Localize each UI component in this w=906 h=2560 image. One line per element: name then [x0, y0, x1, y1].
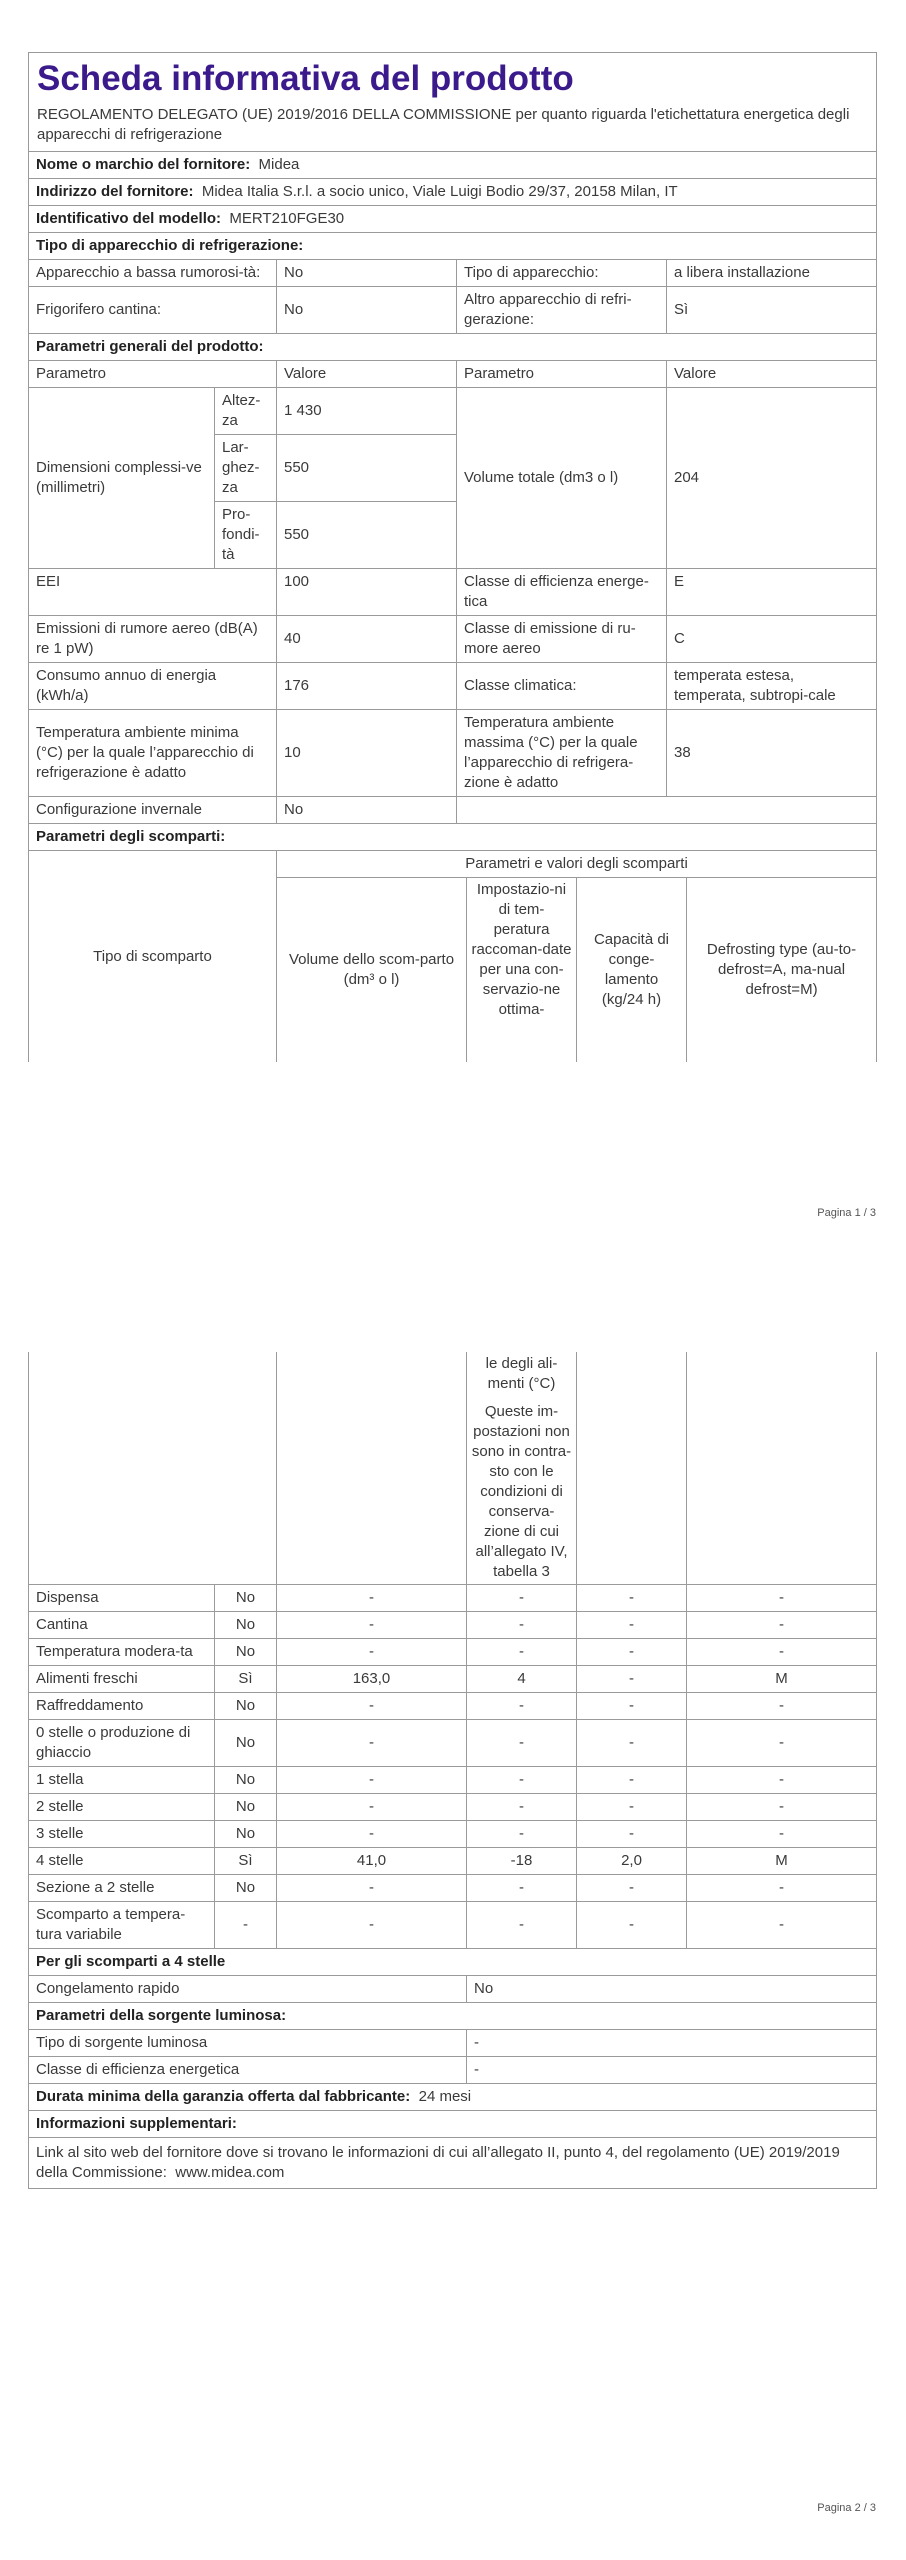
- other-appliance-value: Sì: [667, 287, 877, 334]
- compartment-present: No: [215, 1612, 277, 1639]
- compartment-table: [28, 1352, 877, 2189]
- compartment-name: Temperatura modera-ta: [29, 1639, 215, 1666]
- sheet-table-page-1: [28, 52, 877, 851]
- compartment-row: [29, 1875, 877, 1902]
- consumption-value: 176: [277, 663, 457, 710]
- compartment-header-continued: [29, 1352, 877, 1585]
- supplier-website-link[interactable]: www.midea.com: [175, 2164, 285, 2181]
- compartment-group-row: [29, 851, 877, 878]
- compartment-present: -: [215, 1902, 277, 1949]
- compartment-temperature: -: [467, 1720, 577, 1767]
- compartment-volume-header: Volume dello scom-parto (dm³ o l): [277, 878, 467, 1063]
- compartment-volume: -: [277, 1875, 467, 1902]
- low-noise-label: Apparecchio a bassa rumorosi-tà:: [29, 260, 277, 287]
- compartment-defrost-type: -: [687, 1720, 877, 1767]
- compartment-row: [29, 1767, 877, 1794]
- compartment-defrost-type: M: [687, 1848, 877, 1875]
- warranty-value: 24 mesi: [418, 2088, 472, 2105]
- volume-label: Volume totale (dm3 o l): [457, 388, 667, 569]
- compartment-name: Dispensa: [29, 1585, 215, 1612]
- compartment-temperature: -18: [467, 1848, 577, 1875]
- model-value: MERT210FGE30: [229, 210, 345, 227]
- compartment-defrost-type: -: [687, 1612, 877, 1639]
- appliance-type-section: Tipo di apparecchio di refrigerazione:: [29, 233, 877, 260]
- efficiency-class-label: Classe di efficienza energe-tica: [457, 569, 667, 616]
- dimensions-label: Dimensioni complessi-ve (millimetri): [29, 388, 215, 569]
- compartment-freezing-capacity: -: [577, 1612, 687, 1639]
- compartment-header-table: [28, 850, 877, 1062]
- compartment-volume: 41,0: [277, 1848, 467, 1875]
- extra-text: Link al sito web del fornitore dove si trovano le informazioni di cui all’allegato II, punto 4, del regolamento (UE) 2019/2019 della Commissione:: [36, 2144, 840, 2181]
- compartment-freezing-capacity: -: [577, 1639, 687, 1666]
- page-subtitle: REGOLAMENTO DELEGATO (UE) 2019/2016 DELLA COMMISSIONE per quanto riguarda l'etichettatura energetica degli apparecchi di refrigerazione: [37, 106, 850, 143]
- fast-freeze-label: Congelamento rapido: [29, 1976, 467, 2003]
- compartment-volume: -: [277, 1585, 467, 1612]
- compartment-temperature: -: [467, 1902, 577, 1949]
- compartment-defrost-type: -: [687, 1821, 877, 1848]
- appliance-type-row-2: [29, 287, 877, 334]
- compartment-freezing-capacity: -: [577, 1693, 687, 1720]
- depth-value: 550: [277, 502, 457, 569]
- compartment-name: 2 stelle: [29, 1794, 215, 1821]
- compartment-volume: -: [277, 1902, 467, 1949]
- compartment-present: No: [215, 1693, 277, 1720]
- min-temp-value: 10: [277, 710, 457, 797]
- sheet-header: [29, 53, 877, 152]
- compartment-volume: 163,0: [277, 1666, 467, 1693]
- compartment-freezing-capacity: -: [577, 1585, 687, 1612]
- compartment-volume-header-cont: [277, 1352, 467, 1585]
- height-value: 1 430: [277, 388, 457, 435]
- col-param: Parametro: [29, 361, 277, 388]
- general-section: Parametri generali del prodotto:: [29, 334, 877, 361]
- noise-class-label: Classe di emissione di ru-more aereo: [457, 616, 667, 663]
- compartment-freeze-header-cont: [577, 1352, 687, 1585]
- compartment-freezing-capacity: -: [577, 1821, 687, 1848]
- appliance-type-value: a libera installazione: [667, 260, 877, 287]
- compartment-defrost-type: -: [687, 1767, 877, 1794]
- compartment-freezing-capacity: -: [577, 1767, 687, 1794]
- appliance-type-label: Tipo di apparecchio:: [457, 260, 667, 287]
- supplier-name-row: [29, 152, 877, 179]
- compartment-present: No: [215, 1875, 277, 1902]
- compartment-row: [29, 1612, 877, 1639]
- compartments-section: Parametri degli scomparti:: [29, 824, 877, 851]
- max-temp-value: 38: [667, 710, 877, 797]
- compartment-freezing-capacity: -: [577, 1666, 687, 1693]
- compartment-volume: -: [277, 1794, 467, 1821]
- max-temp-label: Temperatura ambiente massima (°C) per la quale l’apparecchio di refrigera-zione è adatto: [457, 710, 667, 797]
- winter-value: No: [277, 797, 457, 824]
- efficiency-class-value: E: [667, 569, 877, 616]
- compartment-temperature: -: [467, 1612, 577, 1639]
- compartment-present: No: [215, 1767, 277, 1794]
- supplier-name-value: Midea: [258, 156, 300, 173]
- width-label: Lar-ghez-za: [215, 435, 277, 502]
- general-header-row: [29, 361, 877, 388]
- low-noise-value: No: [277, 260, 457, 287]
- compartment-freezing-capacity: 2,0: [577, 1848, 687, 1875]
- light-class-label: Classe di efficienza energetica: [29, 2057, 467, 2084]
- compartment-row: [29, 1902, 877, 1949]
- climate-label: Classe climatica:: [457, 663, 667, 710]
- compartment-name: 1 stella: [29, 1767, 215, 1794]
- model-label: Identificativo del modello:: [36, 210, 222, 227]
- fast-freeze-row: [29, 1976, 877, 2003]
- light-type-label: Tipo di sorgente luminosa: [29, 2030, 467, 2057]
- empty-cell: [457, 797, 877, 824]
- compartment-name: 0 stelle o produzione di ghiaccio: [29, 1720, 215, 1767]
- noise-row: [29, 616, 877, 663]
- compartment-defrost-type: -: [687, 1693, 877, 1720]
- warranty-row: [29, 2084, 877, 2111]
- compartment-name: Alimenti freschi: [29, 1666, 215, 1693]
- compartment-defrost-type: -: [687, 1585, 877, 1612]
- compartment-defrost-type: -: [687, 1639, 877, 1666]
- extra-row: [29, 2138, 877, 2189]
- compartment-volume: -: [277, 1612, 467, 1639]
- winter-label: Configurazione invernale: [29, 797, 277, 824]
- compartment-present: No: [215, 1794, 277, 1821]
- width-value: 550: [277, 435, 457, 502]
- compartment-freezing-capacity: -: [577, 1875, 687, 1902]
- compartment-temperature: 4: [467, 1666, 577, 1693]
- compartment-present: No: [215, 1821, 277, 1848]
- compartment-volume: -: [277, 1639, 467, 1666]
- col-value: Valore: [277, 361, 457, 388]
- page-number: Pagina 1 / 3: [817, 1207, 876, 1219]
- compartment-type-header: Tipo di scomparto: [29, 851, 277, 1063]
- compartment-temp-header-cont: [467, 1352, 577, 1585]
- compartment-freezing-capacity: -: [577, 1902, 687, 1949]
- product-sheet: [28, 52, 876, 1062]
- compartment-defrost-type: -: [687, 1875, 877, 1902]
- light-type-row: [29, 2030, 877, 2057]
- compartment-present: No: [215, 1585, 277, 1612]
- compartment-name: Sezione a 2 stelle: [29, 1875, 215, 1902]
- noise-label: Emissioni di rumore aereo (dB(A) re 1 pW): [29, 616, 277, 663]
- height-label: Altez-za: [215, 388, 277, 435]
- page-2: [0, 1280, 906, 2560]
- compartment-present: Sì: [215, 1666, 277, 1693]
- compartment-defrost-header-cont: [687, 1352, 877, 1585]
- depth-label: Pro-fondi-tà: [215, 502, 277, 569]
- wine-value: No: [277, 287, 457, 334]
- compartment-temperature: -: [467, 1821, 577, 1848]
- compartment-temperature: -: [467, 1767, 577, 1794]
- winter-row: [29, 797, 877, 824]
- eei-value: 100: [277, 569, 457, 616]
- compartment-defrost-header: Defrosting type (au-to-defrost=A, ma-nual defrost=M): [687, 878, 877, 1063]
- supplier-address-row: [29, 179, 877, 206]
- compartment-row: [29, 1794, 877, 1821]
- supplier-name-label: Nome o marchio del fornitore:: [36, 156, 251, 173]
- compartment-row: [29, 1585, 877, 1612]
- compartment-name: 3 stelle: [29, 1821, 215, 1848]
- compartment-defrost-type: -: [687, 1902, 877, 1949]
- min-temp-label: Temperatura ambiente minima (°C) per la quale l’apparecchio di refrigerazione è adatto: [29, 710, 277, 797]
- compartment-volume: -: [277, 1720, 467, 1767]
- wine-label: Frigorifero cantina:: [29, 287, 277, 334]
- compartment-freeze-header: Capacità di conge-lamento (kg/24 h): [577, 878, 687, 1063]
- compartment-row: [29, 1821, 877, 1848]
- fast-freeze-value: No: [467, 1976, 877, 2003]
- compartment-rows: [29, 1585, 877, 1949]
- compartment-temperature: -: [467, 1693, 577, 1720]
- light-type-value: -: [467, 2030, 877, 2057]
- compartment-volume: -: [277, 1767, 467, 1794]
- light-class-value: -: [467, 2057, 877, 2084]
- compartment-freezing-capacity: -: [577, 1720, 687, 1767]
- extra-section: Informazioni supplementari:: [29, 2111, 877, 2138]
- four-star-section: Per gli scomparti a 4 stelle: [29, 1949, 877, 1976]
- compartment-name: 4 stelle: [29, 1848, 215, 1875]
- consumption-row: [29, 663, 877, 710]
- page-number: Pagina 2 / 3: [817, 2502, 876, 2514]
- other-appliance-label: Altro apparecchio di refri-gerazione:: [457, 287, 667, 334]
- climate-value: temperata estesa, temperata, subtropi-cale: [667, 663, 877, 710]
- eei-label: EEI: [29, 569, 277, 616]
- page-title: Scheda informativa del prodotto: [37, 59, 574, 98]
- compartment-row: [29, 1848, 877, 1875]
- compartment-group-header: Parametri e valori degli scomparti: [277, 851, 877, 878]
- compartment-defrost-type: M: [687, 1666, 877, 1693]
- appliance-type-row-1: [29, 260, 877, 287]
- compartment-present: No: [215, 1639, 277, 1666]
- light-class-row: [29, 2057, 877, 2084]
- compartment-volume: -: [277, 1693, 467, 1720]
- compartment-row: [29, 1639, 877, 1666]
- compartment-present: Sì: [215, 1848, 277, 1875]
- compartment-row: [29, 1666, 877, 1693]
- compartment-row: [29, 1693, 877, 1720]
- height-row: [29, 388, 877, 435]
- compartment-temp-note: Queste im-postazioni non sono in contra-sto con le condizioni di conserva-zione di cui all’allegato IV, tabella 3: [471, 1403, 572, 1580]
- product-sheet-continued: [28, 1352, 876, 2189]
- compartment-freezing-capacity: -: [577, 1794, 687, 1821]
- temperature-row: [29, 710, 877, 797]
- compartment-defrost-type: -: [687, 1794, 877, 1821]
- compartment-present: No: [215, 1720, 277, 1767]
- model-row: [29, 206, 877, 233]
- eei-row: [29, 569, 877, 616]
- warranty-label: Durata minima della garanzia offerta dal fabbricante:: [36, 2088, 411, 2105]
- compartment-temperature: -: [467, 1794, 577, 1821]
- compartment-row: [29, 1720, 877, 1767]
- compartment-name: Cantina: [29, 1612, 215, 1639]
- volume-value: 204: [667, 388, 877, 569]
- compartment-volume: -: [277, 1821, 467, 1848]
- supplier-address-value: Midea Italia S.r.l. a socio unico, Viale Luigi Bodio 29/37, 20158 Milan, IT: [201, 183, 678, 200]
- compartment-type-header-cont: [29, 1352, 277, 1585]
- compartment-name: Scomparto a tempera-tura variabile: [29, 1902, 215, 1949]
- light-section: Parametri della sorgente luminosa:: [29, 2003, 877, 2030]
- compartment-temp-header: Impostazio-ni di tem-peratura raccoman-date per una con-servazio-ne ottima-: [467, 878, 577, 1063]
- supplier-address-label: Indirizzo del fornitore:: [36, 183, 194, 200]
- compartment-name: Raffreddamento: [29, 1693, 215, 1720]
- compartment-temperature: -: [467, 1585, 577, 1612]
- compartment-temperature: -: [467, 1875, 577, 1902]
- col-value-2: Valore: [667, 361, 877, 388]
- noise-class-value: C: [667, 616, 877, 663]
- compartment-temp-header-end: le degli ali-menti (°C): [485, 1355, 558, 1392]
- noise-value: 40: [277, 616, 457, 663]
- col-param-2: Parametro: [457, 361, 667, 388]
- consumption-label: Consumo annuo di energia (kWh/a): [29, 663, 277, 710]
- compartment-temperature: -: [467, 1639, 577, 1666]
